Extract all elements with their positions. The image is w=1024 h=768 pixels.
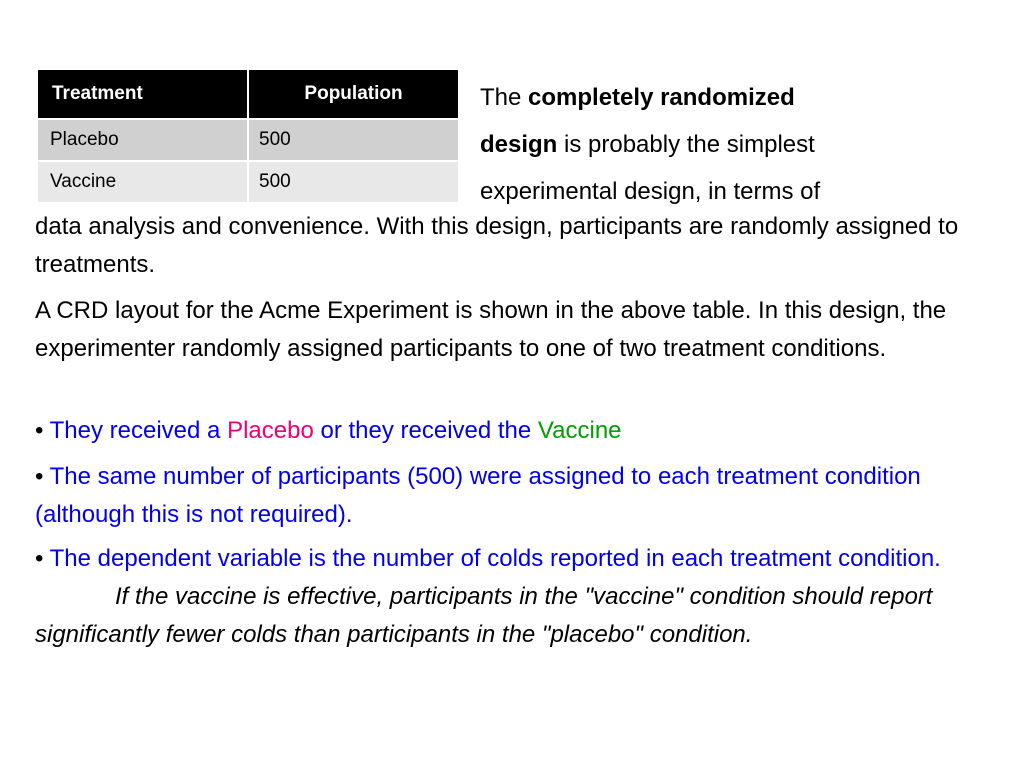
intro-continuation: data analysis and convenience. With this design, participants are randomly assigned to treatments. [35,213,959,278]
cell-population: 500 [248,161,458,202]
intro-term-line2: design [480,131,558,158]
table-header-row [38,70,458,119]
table-row [38,119,458,161]
crd-table [38,70,458,202]
hypothesis-text: If the vaccine is effective, participants in the "vaccine" condition should report significantly fewer colds than participants in the "placebo" condition. [35,583,933,648]
bullet1-text-b: or they received the [313,417,538,444]
layout-paragraph: A CRD layout for the Acme Experiment is shown in the above table. In this design, the experimenter randomly assigned participants to one of two treatment conditions. [35,297,947,362]
bullet-marker: • [35,463,50,490]
intro-prefix: The [480,84,529,111]
placebo-term: Placebo [227,417,314,444]
intro-term-line1: completely randomized [528,84,795,111]
table-row [38,161,458,202]
header-treatment: Treatment [38,70,248,119]
bullet2-text: The same number of participants (500) were assigned to each treatment condition (although this is not required). [35,463,921,528]
vaccine-term: Vaccine [537,417,622,444]
header-population: Population [248,70,458,119]
intro-paragraph [480,74,960,215]
bullet-treatments [35,412,995,450]
bullet-marker: • [35,545,50,572]
bullet-dependent-variable [35,540,995,654]
cell-population: 500 [248,119,458,161]
intro-line2-rest: is probably the simplest [557,131,815,158]
bullet-sample-size [35,458,995,534]
cell-treatment: Vaccine [38,161,248,202]
intro-line3: experimental design, in terms of [480,178,821,205]
bullet1-text-a: They received a [49,417,228,444]
cell-treatment: Placebo [38,119,248,161]
bullet-marker: • [35,417,50,444]
bullet3-text: The dependent variable is the number of colds reported in each treatment condition. [49,545,941,572]
